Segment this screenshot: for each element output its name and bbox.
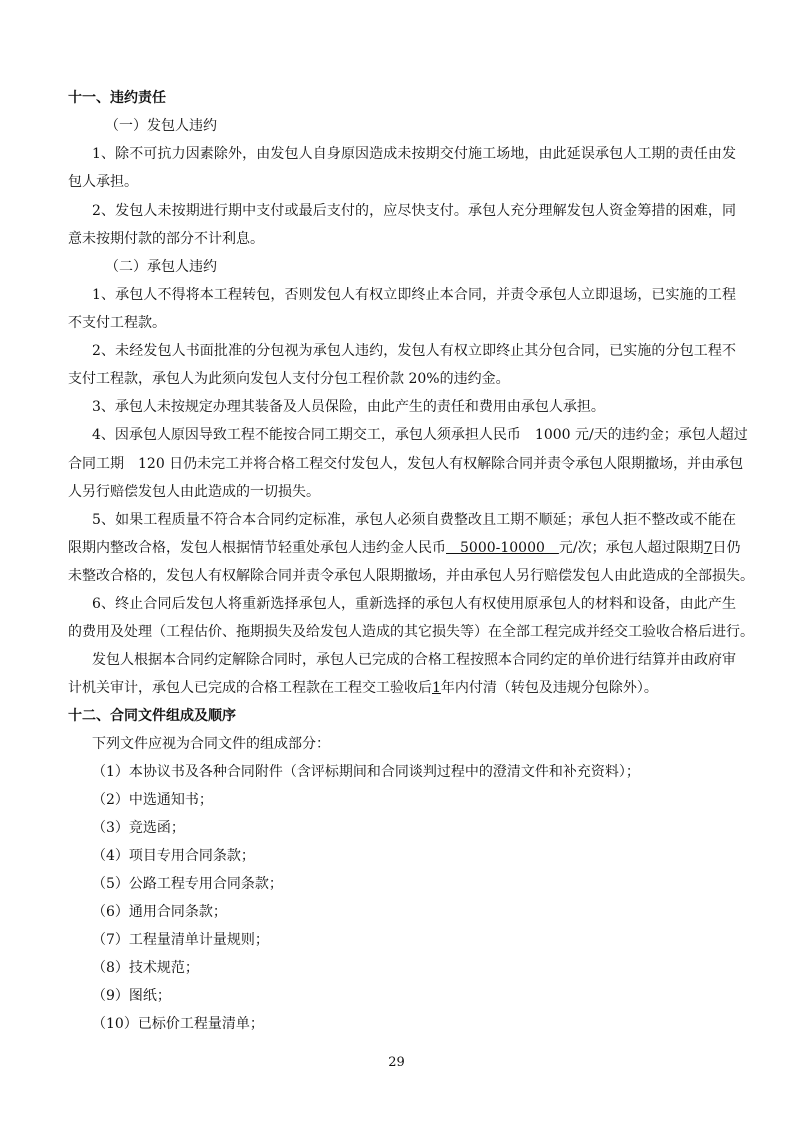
- clause-b5-line2-unit: 元/次；承包人超过限期: [558, 540, 704, 556]
- penalty-amount: 5000-10000: [446, 540, 559, 556]
- clause-b6-line2: 的费用及处理（工程估价、拖期损失及给发包人造成的其它损失等）在全部工程完成并经交工验收合格后进行。: [68, 624, 754, 640]
- list-item: （1）本协议书及各种合同附件（含评标期间和合同谈判过程中的澄清文件和补充资料）；: [92, 764, 640, 780]
- clause-b5-line2: [68, 539, 741, 557]
- deadline-days: 7: [703, 540, 713, 556]
- clause-b4-line2: 合同工期 120 日仍未完工并将合格工程交付发包人，发包人有权解除合同并责令承包人限期撤场，并由承包: [68, 456, 744, 472]
- list-item: （7）工程量清单计量规则；: [92, 932, 269, 948]
- list-item: （10）已标价工程量清单；: [92, 1016, 264, 1032]
- section-12-title: 十二、合同文件组成及顺序: [68, 708, 236, 724]
- clause-a1-line2: 包人承担。: [68, 174, 138, 190]
- clause-a2-line1: 2、发包人未按期进行期中支付或最后支付的，应尽快支付。承包人充分理解发包人资金筹措的困难，同: [92, 203, 736, 219]
- list-item: （3）竞选函；: [92, 820, 185, 836]
- list-item: （9）图纸；: [92, 988, 171, 1004]
- list-item: （2）中选通知书；: [92, 792, 213, 808]
- list-item: （4）项目专用合同条款；: [92, 848, 255, 864]
- list-item: （5）公路工程专用合同条款；: [92, 876, 283, 892]
- subsection-a-heading: （一）发包人违约: [105, 118, 217, 134]
- clause-b5-line3: 未整改合格的，发包人有权解除合同并责令承包人限期撤场，并由承包人另行赔偿发包人由此造成的全部损失。: [68, 568, 754, 584]
- clause-termination-line2-end: 年内付清（转包及违规分包除外）。: [440, 680, 658, 696]
- clause-b3: 3、承包人未按规定办理其装备及人员保险，由此产生的责任和费用由承包人承担。: [92, 399, 605, 415]
- payment-years: 1: [432, 680, 441, 696]
- clause-b4-line1: 4、因承包人原因导致工程不能按合同工期交工，承包人须承担人民币 1000 元/天的违约金；承包人超过: [92, 427, 748, 443]
- list-item: （6）通用合同条款；: [92, 904, 227, 920]
- clause-a2-line2: 意未按期付款的部分不计利息。: [68, 231, 264, 247]
- page-number: 29: [388, 1055, 405, 1070]
- clause-b1-line1: 1、承包人不得将本工程转包，否则发包人有权立即终止本合同，并责令承包人立即退场，已实施的工程: [92, 287, 736, 303]
- clause-b5-line2-end: 日仍: [712, 540, 741, 556]
- clause-b5-line2-text: 限期内整改合格，发包人根据情节轻重处承包人违约金人民币: [68, 540, 446, 556]
- clause-b6-line1: 6、终止合同后发包人将重新选择承包人，重新选择的承包人有权使用原承包人的材料和设备，由此产生: [92, 596, 736, 612]
- clause-termination-line1: 发包人根据本合同约定解除合同时，承包人已完成的合格工程按照本合同约定的单价进行结算并由政府审: [92, 652, 736, 668]
- clause-b5-line1: 5、如果工程质量不符合本合同约定标准，承包人必须自费整改且工期不顺延；承包人拒不整改或不能在: [92, 512, 736, 528]
- subsection-b-heading: （二）承包人违约: [105, 259, 217, 275]
- section-11-title: 十一、违约责任: [68, 90, 166, 106]
- list-item: （8）技术规范；: [92, 960, 199, 976]
- clause-b1-line2: 不支付工程款。: [68, 315, 166, 331]
- clause-a1-line1: 1、除不可抗力因素除外，由发包人自身原因造成未按期交付施工场地，由此延误承包人工期的责任由发: [92, 146, 736, 162]
- clause-termination-line2-text: 计机关审计，承包人已完成的合格工程款在工程交工验收后: [68, 680, 432, 696]
- clause-b4-line3: 人另行赔偿发包人由此造成的一切损失。: [68, 484, 320, 500]
- clause-b2-line1: 2、未经发包人书面批准的分包视为承包人违约，发包人有权立即终止其分包合同，已实施的分包工程不: [92, 343, 736, 359]
- clause-termination-line2: [68, 679, 658, 697]
- section-12-intro: 下列文件应视为合同文件的组成部分：: [92, 736, 330, 752]
- clause-b2-line2: 支付工程款，承包人为此须向发包人支付分包工程价款 20%的违约金。: [68, 371, 510, 387]
